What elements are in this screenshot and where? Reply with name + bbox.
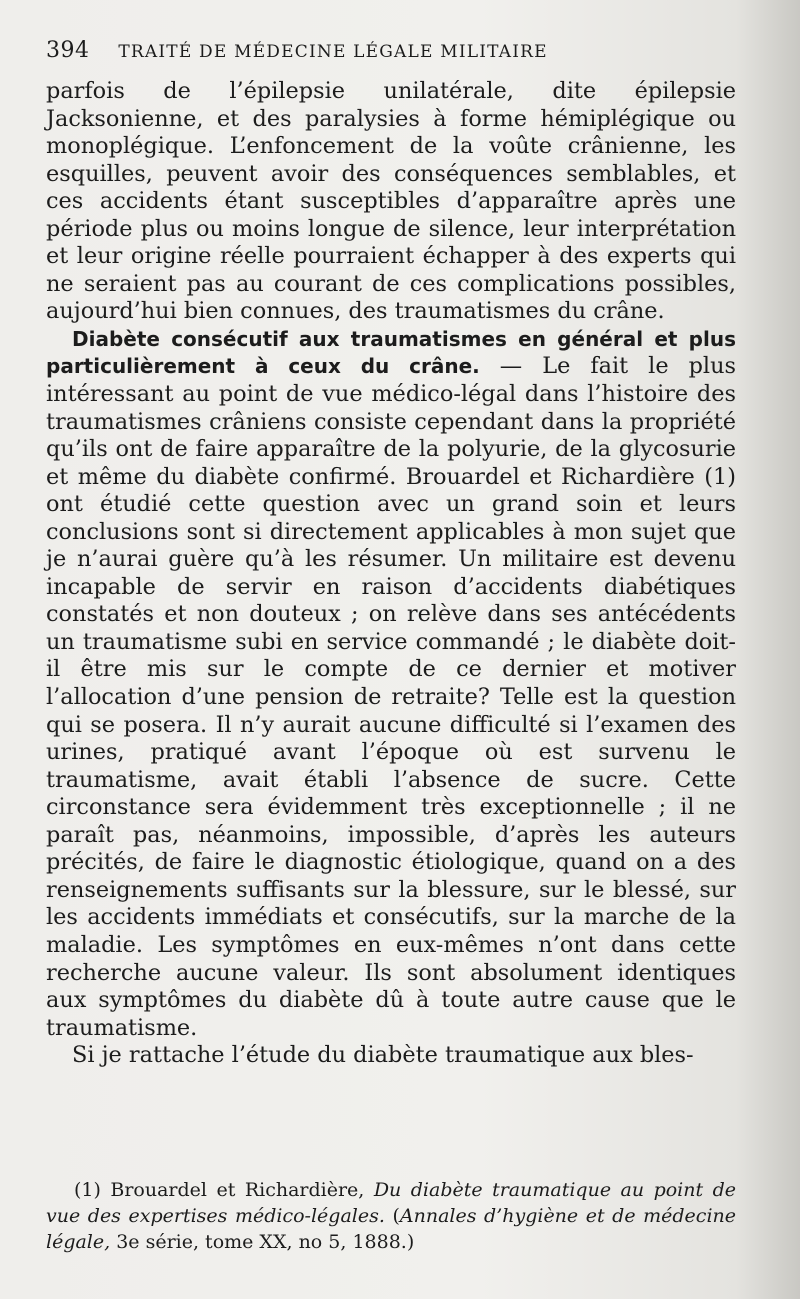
page-number: 394 [46,38,90,63]
footnote-journal-prefix: ( [384,1205,400,1227]
footnote-journal: Annales d’hygiène et de médecine légale, [46,1205,737,1253]
section-heading: Diabète consécutif aux traumatismes en général et plus particulièrement à ceux du crâne. [46,326,736,379]
footnote-lead: (1) Brouardel et Richardière, [74,1179,374,1201]
footnote-1 [46,1177,736,1255]
paragraph-3: Si je rattache l’étude du diabète traumatique aux bles- [72,1042,694,1069]
footnote-title: Du diabète traumatique au point de vue des expertises médico-légales. [46,1179,736,1227]
paragraph-2-text: — Le fait le plus intéressant au point de vue médico-légal dans l’histoire des traumatismes crâniens consiste cependant dans la propriété qu’ils ont de faire apparaître de la polyurie, de la glycosurie et même du diabète confirmé. Brouardel et Richardière (1) ont étudié cette question avec un grand soin et leurs conclusions sont si directement applicables à mon sujet que je n’aurai guère qu’à les résumer. Un militaire est devenu incapable de servir en raison d’accidents diabétiques constatés et non douteux ; on relève dans ses antécédents un traumatisme subi en service commandé ; le diabète doit-il être mis sur le compte de ce dernier et motiver l’allocation d’une pension de retraite? Telle est la question qui se posera. Il n’y aurait aucune difficulté si l’examen des urines, pratiqué avant l’époque où est survenu le traumatisme, avait établi l’absence de sucre. Cette circonstance sera évidemment très exceptionnelle ; il ne paraît pas, néanmoins, impossible, d’après les auteurs précités, de faire le diagnostic étiologique, quand on a des renseignements suffisants sur la blessure, sur le blessé, sur les accidents immédiats et consécutifs, sur la marche de la maladie. Les symptômes en eux-mêmes n’ont dans cette recherche aucune valeur. Ils sont absolument identiques aux symptômes du diabète dû à toute autre cause que le traumatisme. [46,353,736,1041]
footnote [46,1177,736,1255]
running-title: TRAITÉ DE MÉDECINE LÉGALE MILITAIRE [118,42,548,62]
main-text [46,78,736,1070]
paragraph-1: parfois de l’épilepsie unilatérale, dite épilepsie Jacksonienne, et des paralysies à forme hémiplégique ou monoplégique. L’enfoncement de la voûte crânienne, les esquilles, peuvent avoir des conséquences semblables, et ces accidents étant susceptibles d’apparaître après une période plus ou moins longue de silence, leur interprétation et leur origine réelle pourraient échapper à des experts qui ne seraient pas au courant de ces complications possibles, aujourd’hui bien connues, des traumatismes du crâne. [46,78,736,325]
running-header [46,38,746,63]
paragraph-2 [46,326,736,1042]
footnote-tail: 3e série, tome XX, no 5, 1888.) [110,1231,415,1253]
